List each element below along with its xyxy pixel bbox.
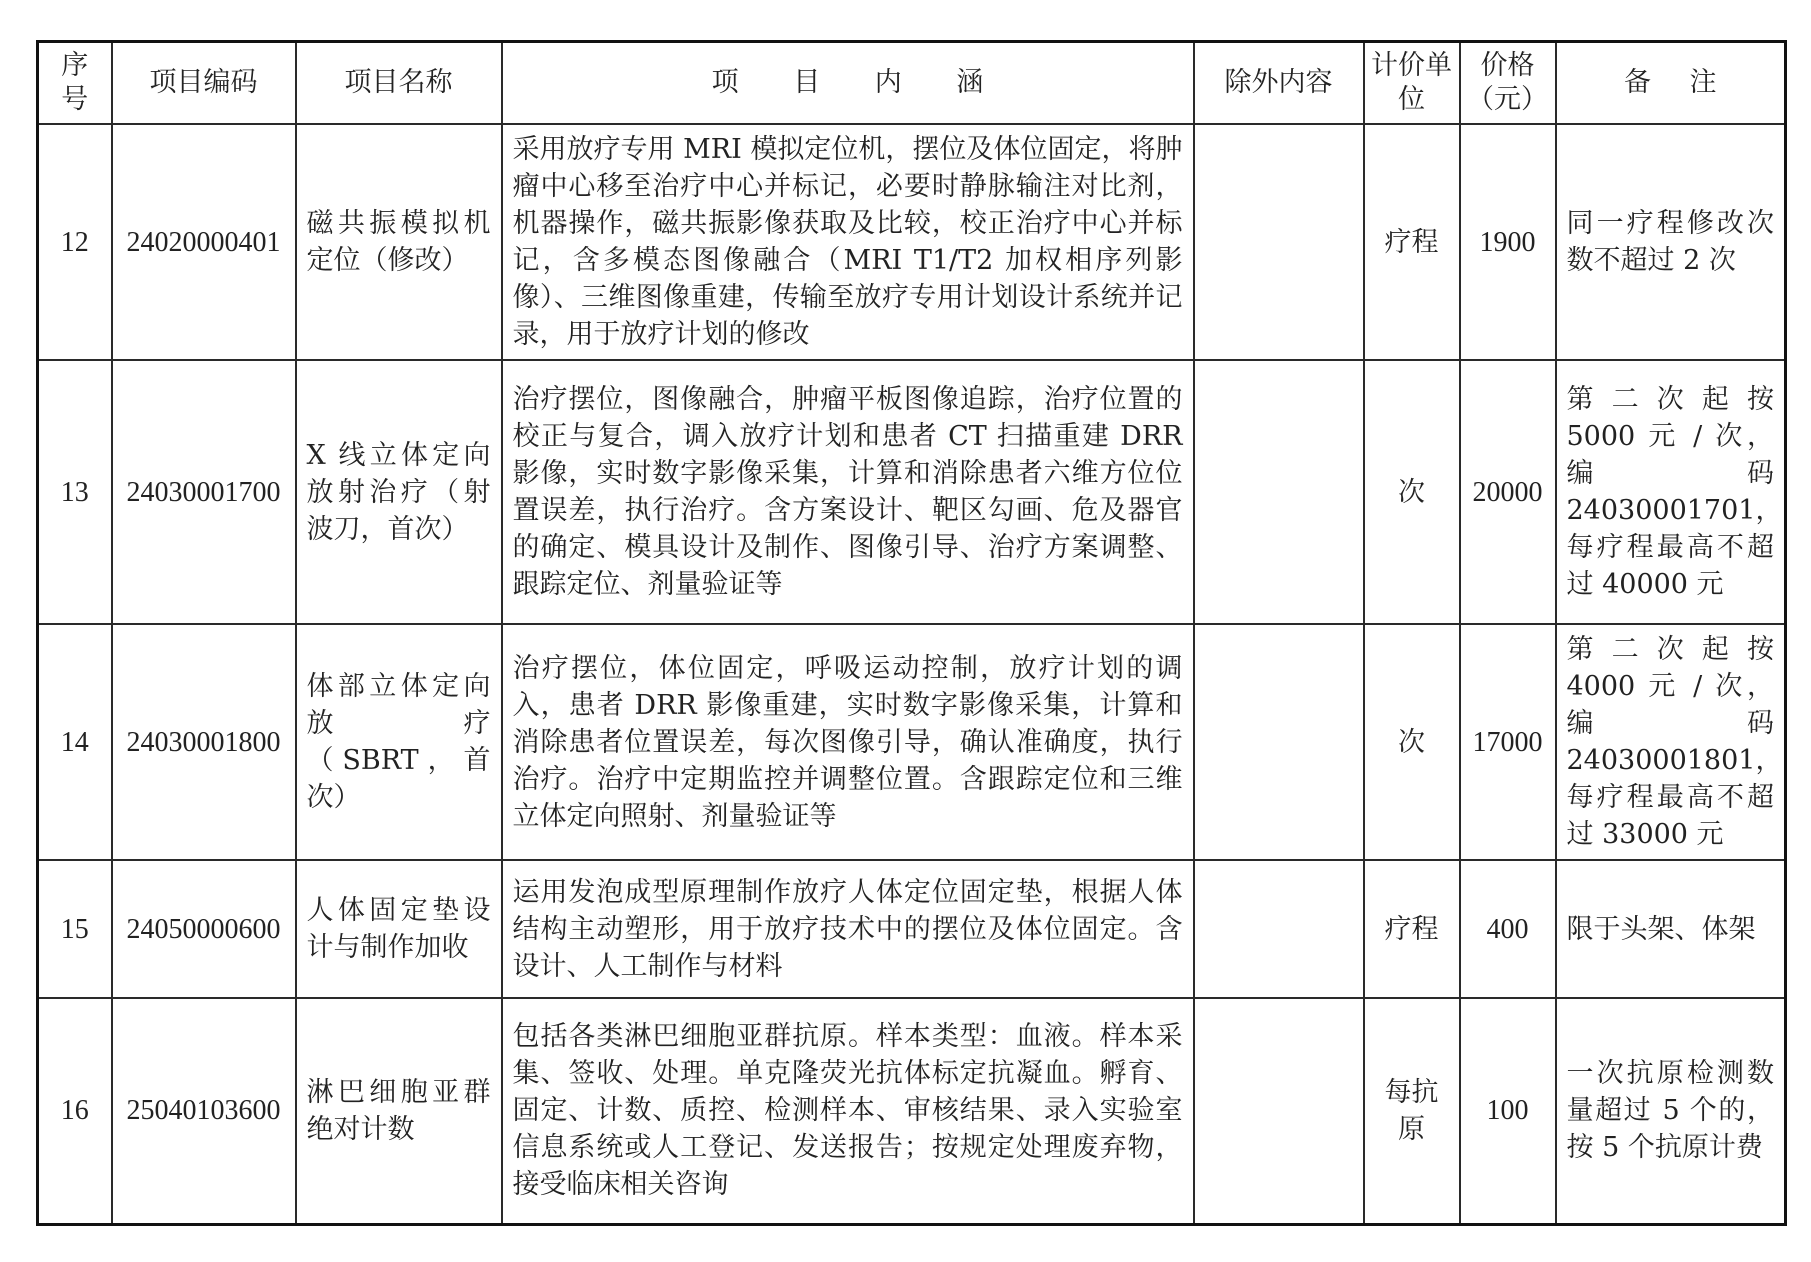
cell-price: 100 (1460, 998, 1556, 1224)
header-unit: 计价单位 (1364, 42, 1460, 125)
cell-name: 磁共振模拟机定位（修改） (296, 124, 502, 360)
table-header-row (38, 42, 1786, 125)
table-row (38, 860, 1786, 998)
cell-exclusion (1194, 360, 1364, 624)
cell-content: 治疗摆位，体位固定，呼吸运动控制，放疗计划的调入，患者 DRR 影像重建，实时数字影像采集，计算和消除患者位置误差，每次图像引导，确认准确度，执行治疗。治疗中定期监控并调整位置。含跟踪定位和三维立体定向照射、剂量验证等 (502, 624, 1194, 860)
cell-code: 24030001700 (112, 360, 296, 624)
cell-exclusion (1194, 624, 1364, 860)
cell-remark: 第二次起按 4000 元 / 次， 编 码 24030001801，每疗程最高不超过 33000 元 (1556, 624, 1786, 860)
cell-exclusion (1194, 998, 1364, 1224)
header-name: 项目名称 (296, 42, 502, 125)
cell-content: 运用发泡成型原理制作放疗人体定位固定垫，根据人体结构主动塑形，用于放疗技术中的摆位及体位固定。含设计、人工制作与材料 (502, 860, 1194, 998)
cell-content: 包括各类淋巴细胞亚群抗原。样本类型：血液。样本采集、签收、处理。单克隆荧光抗体标定抗凝血。孵育、固定、计数、质控、检测样本、审核结果、录入实验室信息系统或人工登记、发送报告；按规定处理废弃物，接受临床相关咨询 (502, 998, 1194, 1224)
header-seq: 序号 (38, 42, 112, 125)
price-table (36, 40, 1787, 1226)
cell-code: 24030001800 (112, 624, 296, 860)
header-content: 项 目 内 涵 (502, 42, 1194, 125)
cell-unit: 疗程 (1364, 124, 1460, 360)
table-row (38, 624, 1786, 860)
header-price: 价格（元） (1460, 42, 1556, 125)
cell-price: 20000 (1460, 360, 1556, 624)
cell-seq: 16 (38, 998, 112, 1224)
cell-code: 24020000401 (112, 124, 296, 360)
cell-content: 治疗摆位，图像融合，肿瘤平板图像追踪，治疗位置的校正与复合，调入放疗计划和患者 CT 扫描重建 DRR 影像，实时数字影像采集，计算和消除患者六维方位位置误差，执行治疗。含方案设计、靶区勾画、危及器官的确定、模具设计及制作、图像引导、治疗方案调整、跟踪定位、剂量验证等 (502, 360, 1194, 624)
cell-unit: 每抗原 (1364, 998, 1460, 1224)
cell-name: 体部立体定向放疗（SBRT，首次） (296, 624, 502, 860)
cell-unit: 次 (1364, 360, 1460, 624)
cell-price: 1900 (1460, 124, 1556, 360)
cell-unit: 疗程 (1364, 860, 1460, 998)
cell-code: 25040103600 (112, 998, 296, 1224)
price-table-page (36, 40, 1784, 1226)
header-remark: 备 注 (1556, 42, 1786, 125)
cell-seq: 14 (38, 624, 112, 860)
table-row (38, 998, 1786, 1224)
header-exclusion: 除外内容 (1194, 42, 1364, 125)
cell-remark: 一次抗原检测数量超过 5 个的，按 5 个抗原计费 (1556, 998, 1786, 1224)
cell-name: X 线立体定向放射治疗（射波刀，首次） (296, 360, 502, 624)
cell-exclusion (1194, 860, 1364, 998)
cell-seq: 12 (38, 124, 112, 360)
cell-unit: 次 (1364, 624, 1460, 860)
cell-remark: 第二次起按 5000 元 / 次， 编 码 24030001701，每疗程最高不超过 40000 元 (1556, 360, 1786, 624)
table-row (38, 360, 1786, 624)
cell-seq: 15 (38, 860, 112, 998)
cell-content: 采用放疗专用 MRI 模拟定位机，摆位及体位固定，将肿瘤中心移至治疗中心并标记，必要时静脉输注对比剂，机器操作，磁共振影像获取及比较，校正治疗中心并标记，含多模态图像融合（MRI T1/T2 加权相序列影像）、三维图像重建，传输至放疗专用计划设计系统并记录，用于放疗计划的修改 (502, 124, 1194, 360)
cell-price: 400 (1460, 860, 1556, 998)
cell-exclusion (1194, 124, 1364, 360)
cell-remark: 限于头架、体架 (1556, 860, 1786, 998)
cell-name: 淋巴细胞亚群绝对计数 (296, 998, 502, 1224)
cell-remark: 同一疗程修改次数不超过 2 次 (1556, 124, 1786, 360)
header-code: 项目编码 (112, 42, 296, 125)
cell-code: 24050000600 (112, 860, 296, 998)
cell-price: 17000 (1460, 624, 1556, 860)
cell-name: 人体固定垫设计与制作加收 (296, 860, 502, 998)
cell-seq: 13 (38, 360, 112, 624)
table-row (38, 124, 1786, 360)
